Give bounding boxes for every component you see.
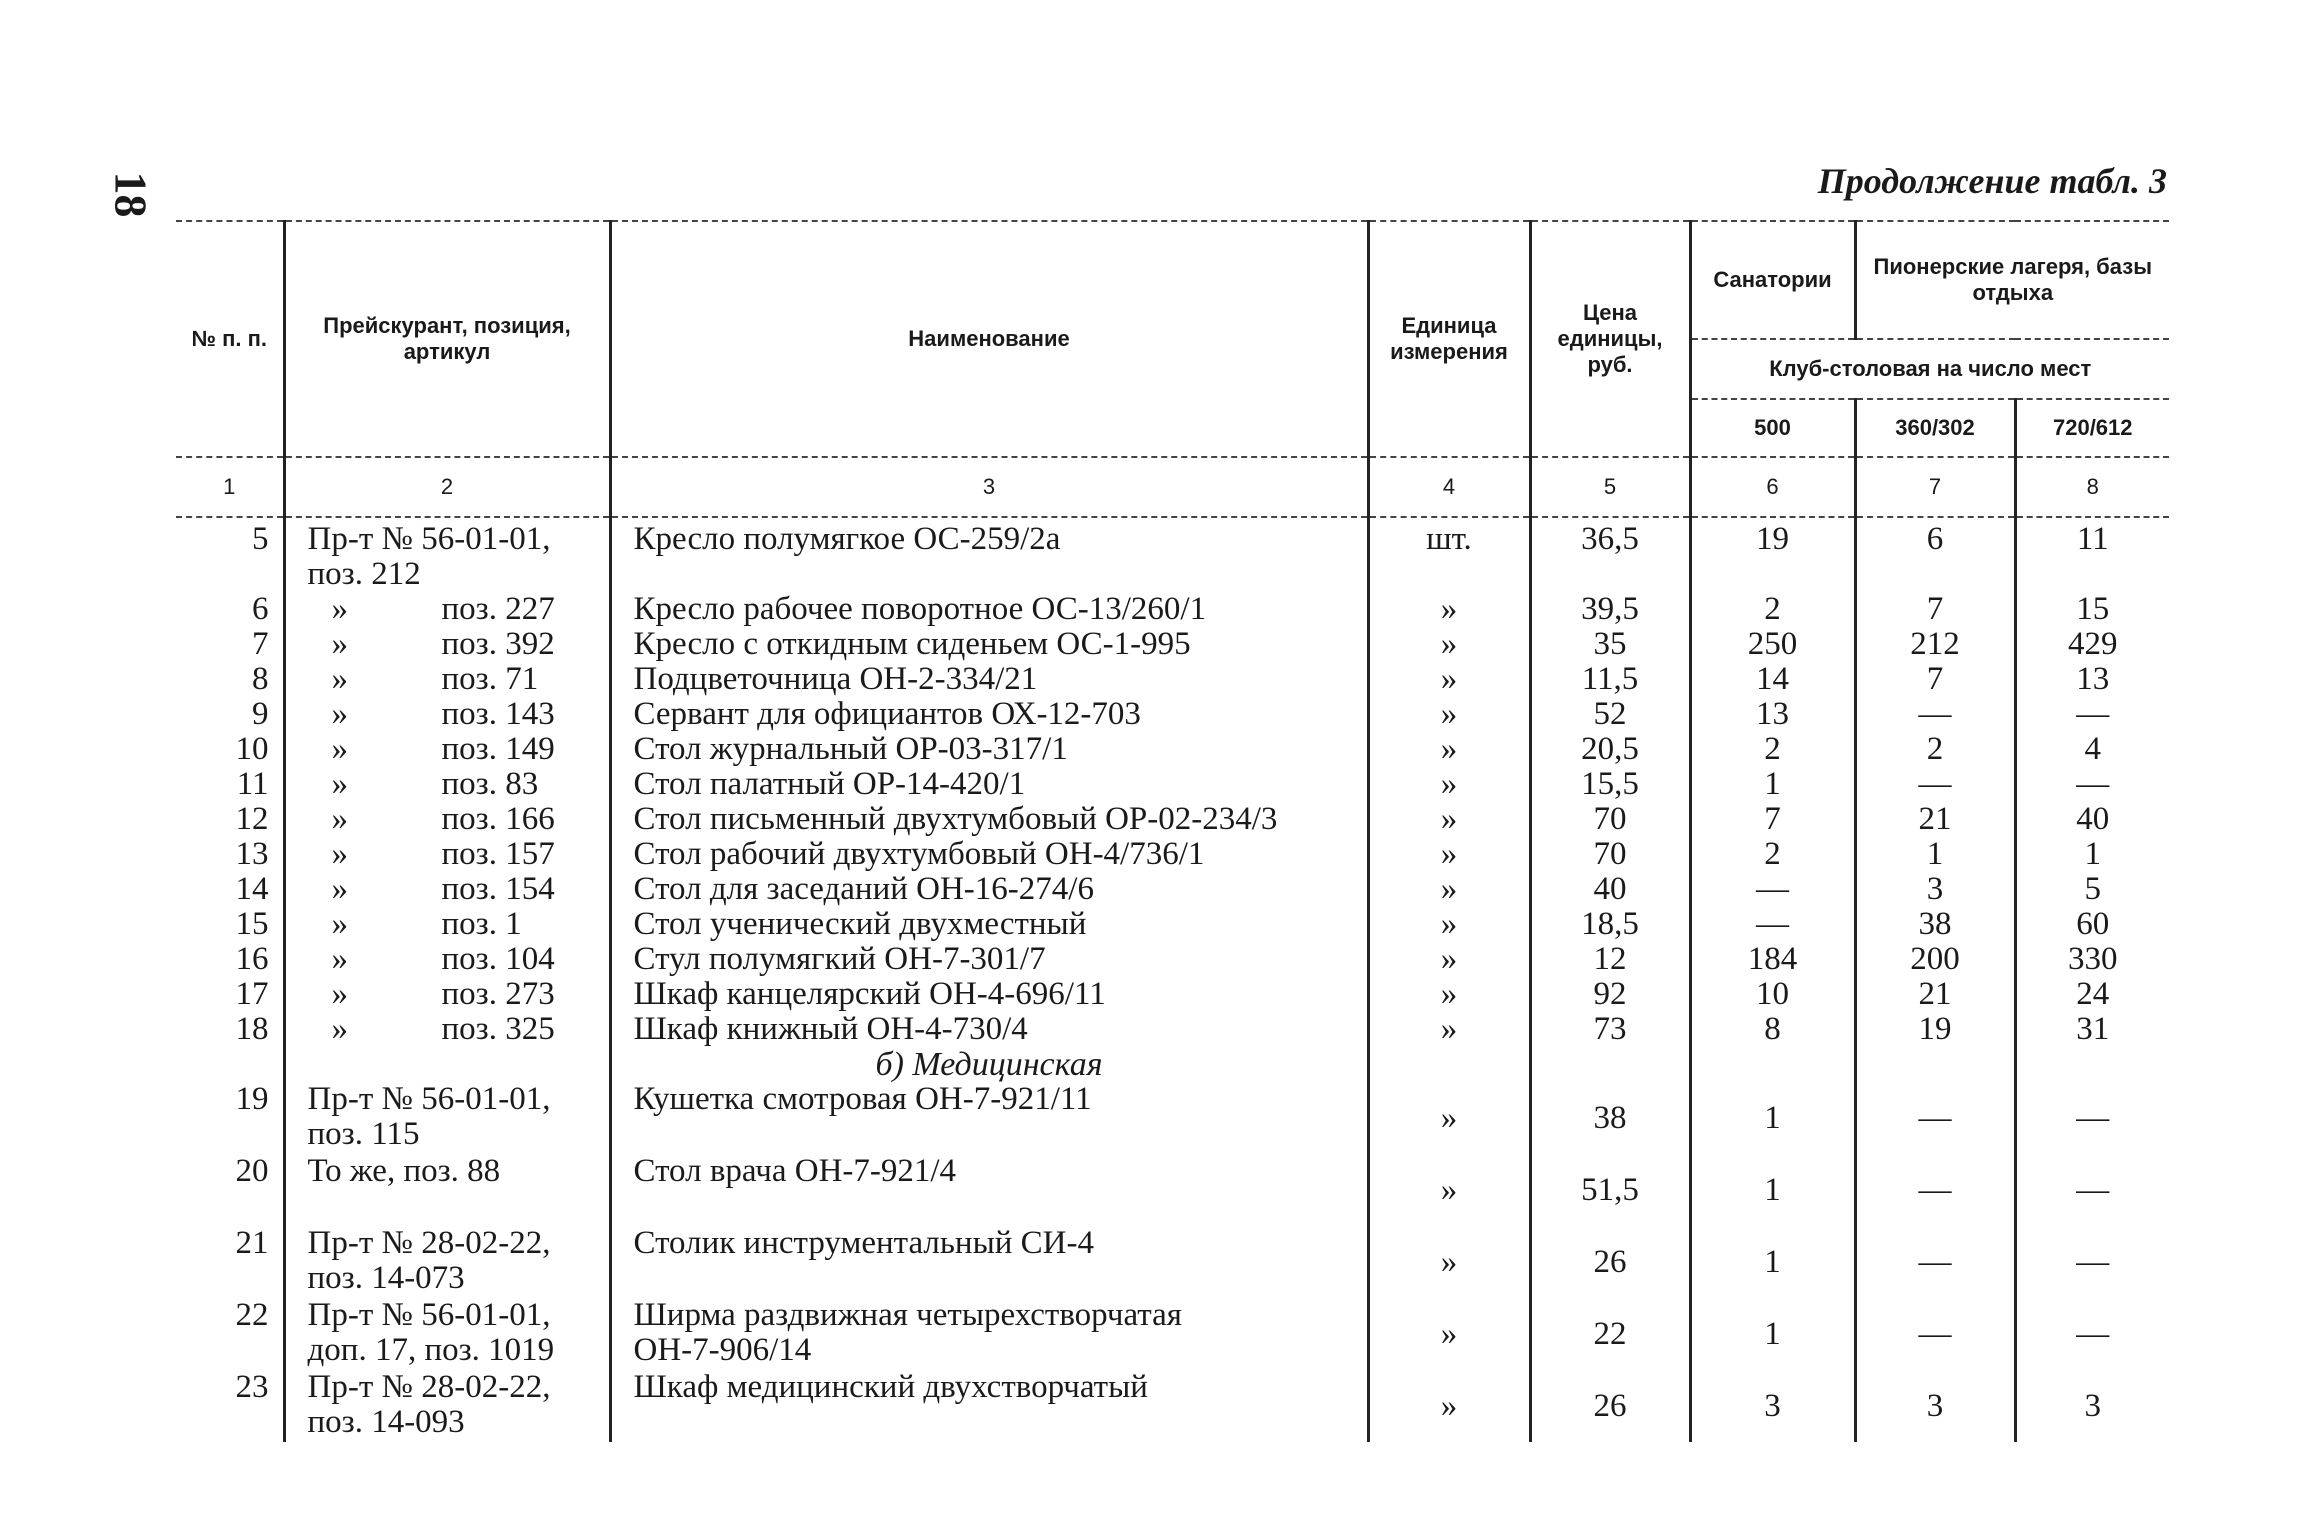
pricelist-cell <box>284 767 610 802</box>
qty-720: 24 <box>2015 977 2169 1012</box>
qty-720: 60 <box>2015 907 2169 942</box>
ditto-mark: » <box>331 941 348 977</box>
position-text: поз. 71 <box>441 661 539 697</box>
table-row <box>176 1298 2169 1370</box>
qty-360: 3 <box>1855 872 2015 907</box>
pricelist-cell <box>284 942 610 977</box>
cell-line: Стол для заседаний ОН-16-274/6 <box>633 871 1094 907</box>
pricelist-cell <box>284 1370 610 1442</box>
position-text: поз. 1 <box>441 906 522 942</box>
item-name <box>610 907 1368 942</box>
qty-sanatorii: — <box>1690 872 1855 907</box>
qty-sanatorii: 2 <box>1690 592 1855 627</box>
qty-sanatorii: 10 <box>1690 977 1855 1012</box>
qty-360: 3 <box>1855 1370 2015 1442</box>
cell-line: Сервант для официантов ОХ-12-703 <box>633 696 1141 732</box>
empty-cell <box>176 1047 284 1082</box>
header-num: № п. п. <box>176 221 284 457</box>
price: 26 <box>1530 1370 1690 1442</box>
empty-cell <box>1855 1047 2015 1082</box>
table-row <box>176 1226 2169 1298</box>
position-text: поз. 154 <box>441 871 555 907</box>
item-name <box>610 732 1368 767</box>
header-club: Клуб-столовая на число мест <box>1690 339 2169 399</box>
position-text: поз. 325 <box>441 1011 555 1047</box>
row-number: 7 <box>252 626 269 662</box>
qty-720: 4 <box>2015 732 2169 767</box>
item-name <box>610 1154 1368 1226</box>
pricelist-cell <box>284 907 610 942</box>
cell-line: Кресло полумягкое ОС-259/2а <box>633 521 1061 557</box>
price: 52 <box>1530 697 1690 732</box>
qty-720: 11 <box>2015 517 2169 592</box>
qty-720: — <box>2015 697 2169 732</box>
qty-360: — <box>1855 697 2015 732</box>
header-500: 500 <box>1690 399 1855 457</box>
pricelist-cell <box>284 837 610 872</box>
table-row <box>176 872 2169 907</box>
row-number: 22 <box>235 1297 269 1333</box>
table-row <box>176 732 2169 767</box>
section-title: б) Медицинская <box>610 1047 1368 1082</box>
qty-sanatorii: 2 <box>1690 837 1855 872</box>
pricelist-cell <box>284 977 610 1012</box>
column-number: 1 <box>176 457 284 517</box>
price: 18,5 <box>1530 907 1690 942</box>
row-number: 20 <box>235 1153 269 1189</box>
column-number: 7 <box>1855 457 2015 517</box>
pricelist-cell <box>284 732 610 767</box>
qty-720: 330 <box>2015 942 2169 977</box>
price: 35 <box>1530 627 1690 662</box>
qty-sanatorii: 1 <box>1690 1154 1855 1226</box>
header-sanatorii: Санатории <box>1690 221 1855 339</box>
item-name <box>610 662 1368 697</box>
pricelist-cell <box>284 1298 610 1370</box>
cell-line: Стол письменный двухтумбовый ОР-02-234/3 <box>633 801 1278 837</box>
unit: » <box>1368 1226 1530 1298</box>
cell-line: Стол рабочий двухтумбовый ОН-4/736/1 <box>633 836 1205 872</box>
row-number: 5 <box>252 521 269 557</box>
qty-360: — <box>1855 1154 2015 1226</box>
item-name <box>610 1298 1368 1370</box>
item-name <box>610 942 1368 977</box>
cell-line: Шкаф канцелярский ОН-4-696/11 <box>633 976 1106 1012</box>
table-row <box>176 592 2169 627</box>
qty-360: 200 <box>1855 942 2015 977</box>
qty-720: — <box>2015 1082 2169 1154</box>
header-unit: Единица измерения <box>1368 221 1530 457</box>
qty-sanatorii: 250 <box>1690 627 1855 662</box>
price: 73 <box>1530 1012 1690 1047</box>
cell-line: Пр-т № 56-01-01, <box>307 1297 551 1333</box>
pricelist-cell <box>284 697 610 732</box>
pricelist-cell <box>284 1154 610 1226</box>
unit: » <box>1368 1082 1530 1154</box>
ditto-mark: » <box>331 1011 348 1047</box>
table-body <box>176 517 2169 1442</box>
ditto-mark: » <box>331 731 348 767</box>
item-name <box>610 977 1368 1012</box>
qty-sanatorii: 7 <box>1690 802 1855 837</box>
empty-cell <box>1368 1047 1530 1082</box>
qty-sanatorii: 1 <box>1690 1298 1855 1370</box>
item-name <box>610 697 1368 732</box>
cell-line: Стол журнальный ОР-03-317/1 <box>633 731 1068 767</box>
price: 20,5 <box>1530 732 1690 767</box>
qty-360: 7 <box>1855 662 2015 697</box>
qty-360: — <box>1855 767 2015 802</box>
price: 15,5 <box>1530 767 1690 802</box>
column-number: 8 <box>2015 457 2169 517</box>
unit: » <box>1368 977 1530 1012</box>
price: 70 <box>1530 802 1690 837</box>
unit: » <box>1368 697 1530 732</box>
cell-line: поз. 14-073 <box>307 1260 465 1296</box>
ditto-mark: » <box>331 801 348 837</box>
qty-360: 21 <box>1855 802 2015 837</box>
qty-sanatorii: 1 <box>1690 1082 1855 1154</box>
row-number: 9 <box>252 696 269 732</box>
qty-360: 21 <box>1855 977 2015 1012</box>
qty-sanatorii: 19 <box>1690 517 1855 592</box>
header-name: Наименование <box>610 221 1368 457</box>
column-number: 2 <box>284 457 610 517</box>
table-header <box>176 221 2169 517</box>
qty-360: 6 <box>1855 517 2015 592</box>
row-number: 6 <box>252 591 269 627</box>
position-text: поз. 273 <box>441 976 555 1012</box>
qty-360: 1 <box>1855 837 2015 872</box>
furniture-table <box>176 220 2169 1442</box>
ditto-mark: » <box>331 976 348 1012</box>
unit: » <box>1368 907 1530 942</box>
qty-360: — <box>1855 1082 2015 1154</box>
cell-line: поз. 212 <box>307 556 421 592</box>
table-continuation-title: Продолжение табл. 3 <box>1817 161 2167 201</box>
cell-line: То же, поз. 88 <box>307 1153 501 1189</box>
cell-line: Шкаф книжный ОН-4-730/4 <box>633 1011 1028 1047</box>
table-row <box>176 837 2169 872</box>
cell-line: поз. 115 <box>307 1116 420 1152</box>
cell-line: поз. 14-093 <box>307 1404 465 1440</box>
unit: шт. <box>1368 517 1530 592</box>
qty-720: — <box>2015 1154 2169 1226</box>
pricelist-cell <box>284 802 610 837</box>
item-name <box>610 1370 1368 1442</box>
header-pricelist: Прейскурант, позиция, артикул <box>284 221 610 457</box>
ditto-mark: » <box>331 766 348 802</box>
unit: » <box>1368 1012 1530 1047</box>
unit: » <box>1368 802 1530 837</box>
qty-360: 7 <box>1855 592 2015 627</box>
item-name <box>610 872 1368 907</box>
qty-sanatorii: — <box>1690 907 1855 942</box>
qty-360: 2 <box>1855 732 2015 767</box>
table-row <box>176 1012 2169 1047</box>
position-text: поз. 149 <box>441 731 555 767</box>
cell-line: ОН-7-906/14 <box>633 1332 812 1368</box>
price: 39,5 <box>1530 592 1690 627</box>
row-number: 16 <box>235 941 269 977</box>
cell-line: Пр-т № 56-01-01, <box>307 1081 551 1117</box>
pricelist-cell <box>284 517 610 592</box>
qty-720: 429 <box>2015 627 2169 662</box>
column-number: 6 <box>1690 457 1855 517</box>
qty-720: 13 <box>2015 662 2169 697</box>
price: 92 <box>1530 977 1690 1012</box>
qty-sanatorii: 2 <box>1690 732 1855 767</box>
unit: » <box>1368 627 1530 662</box>
item-name <box>610 592 1368 627</box>
item-name <box>610 627 1368 662</box>
unit: » <box>1368 1154 1530 1226</box>
item-name <box>610 837 1368 872</box>
row-number: 8 <box>252 661 269 697</box>
cell-line: Кушетка смотровая ОН-7-921/11 <box>633 1081 1092 1117</box>
ditto-mark: » <box>331 871 348 907</box>
table-row <box>176 767 2169 802</box>
ditto-mark: » <box>331 906 348 942</box>
column-number: 3 <box>610 457 1368 517</box>
unit: » <box>1368 732 1530 767</box>
position-text: поз. 157 <box>441 836 555 872</box>
header-camps: Пионерские лагеря, базы отдыха <box>1855 221 2169 339</box>
item-name <box>610 802 1368 837</box>
table-row <box>176 907 2169 942</box>
qty-360: — <box>1855 1298 2015 1370</box>
cell-line: Подцветочница ОН-2-334/21 <box>633 661 1038 697</box>
cell-line: Стол ученический двухместный <box>633 906 1087 942</box>
price: 38 <box>1530 1082 1690 1154</box>
item-name <box>610 767 1368 802</box>
ditto-mark: » <box>331 626 348 662</box>
pricelist-cell <box>284 627 610 662</box>
cell-line: Пр-т № 28-02-22, <box>307 1369 551 1405</box>
item-name <box>610 1012 1368 1047</box>
qty-360: 38 <box>1855 907 2015 942</box>
cell-line: Ширма раздвижная четырехстворчатая <box>633 1297 1182 1333</box>
cell-line: Стол врача ОН-7-921/4 <box>633 1153 957 1189</box>
pricelist-cell <box>284 662 610 697</box>
ditto-mark: » <box>331 696 348 732</box>
header-price: Цена единицы, руб. <box>1530 221 1690 457</box>
row-number: 17 <box>235 976 269 1012</box>
page-number: 18 <box>105 171 157 218</box>
cell-line: Стул полумягкий ОН-7-301/7 <box>633 941 1046 977</box>
price: 70 <box>1530 837 1690 872</box>
section-row <box>176 1047 2169 1082</box>
position-text: поз. 166 <box>441 801 555 837</box>
column-number: 4 <box>1368 457 1530 517</box>
position-text: поз. 227 <box>441 591 555 627</box>
ditto-mark: » <box>331 591 348 627</box>
row-number: 11 <box>236 766 269 802</box>
price: 51,5 <box>1530 1154 1690 1226</box>
qty-sanatorii: 1 <box>1690 1226 1855 1298</box>
table-row <box>176 662 2169 697</box>
qty-720: — <box>2015 1226 2169 1298</box>
qty-360: 212 <box>1855 627 2015 662</box>
cell-line: Кресло с откидным сиденьем ОС-1-995 <box>633 626 1191 662</box>
qty-720: 3 <box>2015 1370 2169 1442</box>
cell-line: Пр-т № 28-02-22, <box>307 1225 551 1261</box>
qty-720: 5 <box>2015 872 2169 907</box>
price: 36,5 <box>1530 517 1690 592</box>
table-row <box>176 627 2169 662</box>
qty-720: — <box>2015 1298 2169 1370</box>
empty-cell <box>1690 1047 1855 1082</box>
price: 26 <box>1530 1226 1690 1298</box>
table-row <box>176 977 2169 1012</box>
row-number: 15 <box>235 906 269 942</box>
qty-720: — <box>2015 767 2169 802</box>
cell-line: Столик инструментальный СИ-4 <box>633 1225 1095 1261</box>
price: 11,5 <box>1530 662 1690 697</box>
item-name <box>610 517 1368 592</box>
pricelist-cell <box>284 1082 610 1154</box>
row-number: 18 <box>235 1011 269 1047</box>
qty-720: 40 <box>2015 802 2169 837</box>
table-row <box>176 517 2169 592</box>
unit: » <box>1368 767 1530 802</box>
row-number: 10 <box>235 731 269 767</box>
empty-cell <box>2015 1047 2169 1082</box>
qty-sanatorii: 13 <box>1690 697 1855 732</box>
position-text: поз. 392 <box>441 626 555 662</box>
qty-sanatorii: 1 <box>1690 767 1855 802</box>
pricelist-cell <box>284 592 610 627</box>
item-name <box>610 1226 1368 1298</box>
row-number: 13 <box>235 836 269 872</box>
qty-sanatorii: 14 <box>1690 662 1855 697</box>
position-text: поз. 83 <box>441 766 539 802</box>
row-number: 12 <box>235 801 269 837</box>
qty-720: 1 <box>2015 837 2169 872</box>
price: 12 <box>1530 942 1690 977</box>
header-720: 720/612 <box>2015 399 2169 457</box>
cell-line: Стол палатный ОР-14-420/1 <box>633 766 1026 802</box>
cell-line: Пр-т № 56-01-01, <box>307 521 551 557</box>
table-row <box>176 1370 2169 1442</box>
qty-sanatorii: 3 <box>1690 1370 1855 1442</box>
cell-line: Шкаф медицинский двухстворчатый <box>633 1369 1148 1405</box>
row-number: 23 <box>235 1369 269 1405</box>
pricelist-cell <box>284 1012 610 1047</box>
table-row <box>176 1154 2169 1226</box>
pricelist-cell <box>284 1226 610 1298</box>
empty-cell <box>284 1047 610 1082</box>
row-number: 21 <box>235 1225 269 1261</box>
pricelist-cell <box>284 872 610 907</box>
unit: » <box>1368 662 1530 697</box>
unit: » <box>1368 1298 1530 1370</box>
table-row <box>176 697 2169 732</box>
row-number: 19 <box>235 1081 269 1117</box>
qty-360: — <box>1855 1226 2015 1298</box>
position-text: поз. 143 <box>441 696 555 732</box>
cell-line: Кресло рабочее поворотное ОС-13/260/1 <box>633 591 1207 627</box>
empty-cell <box>1530 1047 1690 1082</box>
header-360: 360/302 <box>1855 399 2015 457</box>
unit: » <box>1368 837 1530 872</box>
item-name <box>610 1082 1368 1154</box>
position-text: поз. 104 <box>441 941 555 977</box>
unit: » <box>1368 872 1530 907</box>
qty-720: 31 <box>2015 1012 2169 1047</box>
ditto-mark: » <box>331 836 348 872</box>
qty-720: 15 <box>2015 592 2169 627</box>
unit: » <box>1368 592 1530 627</box>
ditto-mark: » <box>331 661 348 697</box>
row-number: 14 <box>235 871 269 907</box>
qty-sanatorii: 184 <box>1690 942 1855 977</box>
table-row <box>176 1082 2169 1154</box>
cell-line: доп. 17, поз. 1019 <box>307 1332 555 1368</box>
price: 40 <box>1530 872 1690 907</box>
price: 22 <box>1530 1298 1690 1370</box>
unit: » <box>1368 1370 1530 1442</box>
qty-360: 19 <box>1855 1012 2015 1047</box>
column-numbers-row <box>176 457 2169 517</box>
qty-sanatorii: 8 <box>1690 1012 1855 1047</box>
column-number: 5 <box>1530 457 1690 517</box>
table-row <box>176 802 2169 837</box>
unit: » <box>1368 942 1530 977</box>
table-row <box>176 942 2169 977</box>
